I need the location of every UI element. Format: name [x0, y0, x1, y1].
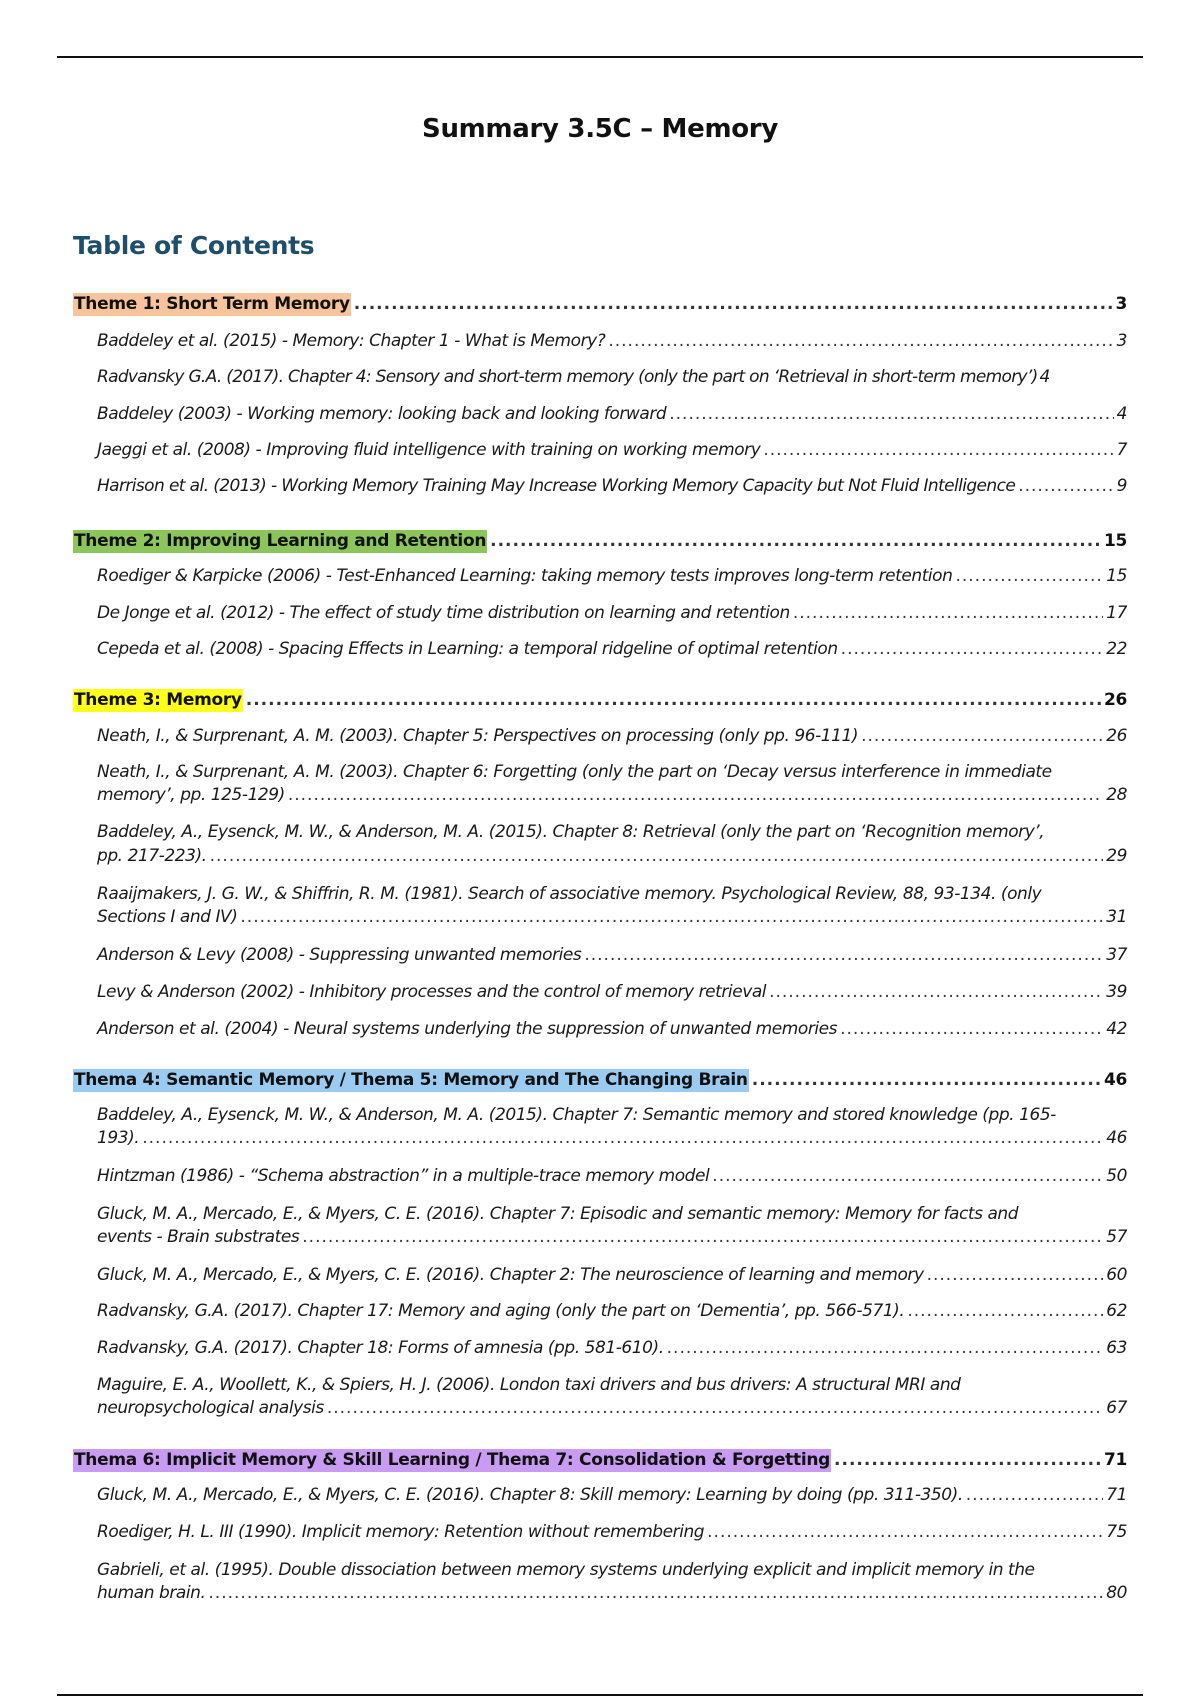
entry-label: Roediger, H. L. III (1990). Implicit memory: Retention without remembering — [97, 1522, 705, 1542]
page-number: 31 — [1106, 907, 1127, 927]
entry-label: Neath, I., & Surprenant, A. M. (2003). Chapter 6: Forgetting (only the part on ‘Decay versus interference in immediate — [97, 762, 1052, 782]
entry-label: Gluck, M. A., Mercado, E., & Myers, C. E. (2016). Chapter 2: The neuroscience of learning and memory — [97, 1265, 924, 1285]
leader-dots — [142, 1128, 1103, 1148]
leader-dots — [210, 846, 1104, 866]
toc-entry[interactable] — [97, 822, 1127, 866]
entry-label: Radvansky, G.A. (2017). Chapter 17: Memory and aging (only the part on ‘Dementia’, pp. 566-571). — [97, 1301, 905, 1321]
leader-dots — [966, 1485, 1103, 1505]
page-number: 28 — [1106, 785, 1127, 805]
page-number: 7 — [1116, 440, 1127, 460]
leader-dots — [752, 1070, 1101, 1090]
toc-entry[interactable] — [97, 639, 1127, 659]
page-number: 57 — [1106, 1227, 1127, 1247]
page-number: 3 — [1116, 331, 1127, 351]
entry-label: Levy & Anderson (2002) - Inhibitory processes and the control of memory retrieval — [97, 982, 767, 1002]
page-number: 42 — [1106, 1019, 1127, 1039]
entry-label: Raaijmakers, J. G. W., & Shiffrin, R. M. (1981). Search of associative memory. Psychological Review, 88, 93-134. (only — [97, 884, 1042, 904]
page-number: 75 — [1106, 1522, 1127, 1542]
leader-dots — [354, 294, 1113, 314]
toc-entry[interactable] — [97, 945, 1127, 965]
page-number: 71 — [1106, 1485, 1127, 1505]
toc-entry[interactable] — [97, 884, 1127, 927]
theme-label: Thema 6: Implicit Memory & Skill Learning / Thema 7: Consolidation & Forgetting — [74, 1450, 831, 1470]
page-number: 15 — [1103, 531, 1127, 551]
leader-dots — [841, 639, 1104, 659]
entry-label: human brain. — [97, 1583, 206, 1603]
page-number: 71 — [1103, 1450, 1127, 1470]
page-number: 39 — [1106, 982, 1127, 1002]
leader-dots — [584, 945, 1103, 965]
entry-label: Baddeley, A., Eysenck, M. W., & Anderson, M. A. (2015). Chapter 8: Retrieval (only the part on ‘Recognition memory’, — [97, 822, 1045, 842]
toc-entry[interactable] — [97, 603, 1127, 623]
toc-entry[interactable] — [97, 440, 1127, 460]
page-number: 67 — [1106, 1398, 1127, 1418]
entry-label: events - Brain substrates — [97, 1227, 300, 1247]
page-number: 60 — [1106, 1265, 1127, 1285]
leader-dots — [793, 603, 1103, 623]
toc-entry[interactable] — [97, 1265, 1127, 1285]
toc-entry[interactable] — [97, 1105, 1127, 1148]
toc-entry[interactable] — [97, 331, 1127, 351]
leader-dots — [712, 1166, 1103, 1186]
leader-dots — [302, 1227, 1103, 1247]
page-number: 17 — [1106, 603, 1127, 623]
entry-label: Jaeggi et al. (2008) - Improving fluid intelligence with training on working memory — [97, 440, 761, 460]
leader-dots — [490, 531, 1101, 551]
entry-label: De Jonge et al. (2012) - The effect of study time distribution on learning and retention — [97, 603, 790, 623]
entry-label: Radvansky, G.A. (2017). Chapter 18: Forms of amnesia (pp. 581-610). — [97, 1338, 664, 1358]
theme-label: Theme 2: Improving Learning and Retention — [74, 531, 487, 551]
page-number: 37 — [1106, 945, 1127, 965]
toc-entry[interactable] — [97, 1560, 1127, 1603]
entry-label: Hintzman (1986) - “Schema abstraction” in a multiple-trace memory model — [97, 1166, 710, 1186]
entry-label: Radvansky G.A. (2017). Chapter 4: Sensory and short-term memory (only the part on ‘Retrieval in short-term memory’) — [97, 367, 1038, 387]
theme-label: Thema 4: Semantic Memory / Thema 5: Memory and The Changing Brain — [74, 1070, 748, 1090]
leader-dots — [707, 1522, 1103, 1542]
page-number: 3 — [1115, 294, 1127, 314]
leader-dots — [769, 982, 1103, 1002]
toc-entry[interactable] — [97, 762, 1127, 805]
entry-label: Sections I and IV) — [97, 907, 238, 927]
entry-label: Anderson & Levy (2008) - Suppressing unwanted memories — [97, 945, 582, 965]
toc-entry[interactable] — [97, 1338, 1127, 1358]
top-rule — [57, 56, 1143, 58]
entry-label: Maguire, E. A., Woollett, K., & Spiers, H. J. (2006). London taxi drivers and bus drivers: A structural MRI and — [97, 1375, 961, 1395]
leader-dots — [834, 1450, 1101, 1470]
entry-label: Baddeley et al. (2015) - Memory: Chapter 1 - What is Memory? — [97, 331, 606, 351]
toc-entry[interactable] — [97, 1522, 1127, 1542]
leader-dots — [288, 785, 1103, 805]
entry-label: Baddeley (2003) - Working memory: looking back and looking forward — [97, 404, 667, 424]
toc-entry[interactable] — [97, 367, 1127, 387]
leader-dots — [246, 690, 1101, 710]
toc-entry[interactable] — [97, 1166, 1127, 1186]
leader-dots — [608, 331, 1113, 351]
toc-entry[interactable] — [97, 726, 1127, 746]
page-number: 46 — [1106, 1128, 1127, 1148]
document-title: Summary 3.5C – Memory — [422, 114, 778, 144]
toc-entry[interactable] — [97, 1301, 1127, 1321]
entry-label: Cepeda et al. (2008) - Spacing Effects in Learning: a temporal ridgeline of optimal retention — [97, 639, 838, 659]
toc-theme-1[interactable] — [73, 293, 1127, 316]
entry-label: pp. 217-223). — [97, 846, 207, 866]
toc-entry[interactable] — [97, 982, 1127, 1002]
toc-entry[interactable] — [97, 476, 1127, 496]
theme-label: Theme 1: Short Term Memory — [74, 294, 350, 314]
leader-dots — [1018, 476, 1113, 496]
leader-dots — [927, 1265, 1104, 1285]
page-number: 26 — [1103, 690, 1127, 710]
leader-dots — [763, 440, 1113, 460]
page-number: 46 — [1103, 1070, 1127, 1090]
page-number: 4 — [1116, 404, 1127, 424]
toc-heading: Table of Contents — [73, 231, 315, 260]
toc-entry[interactable] — [97, 404, 1127, 424]
toc-entry[interactable] — [97, 566, 1127, 586]
entry-label: Baddeley, A., Eysenck, M. W., & Anderson, M. A. (2015). Chapter 7: Semantic memory and stored knowledge (pp. 165- — [97, 1105, 1056, 1125]
toc-theme-4[interactable] — [73, 1069, 1127, 1092]
entry-label: Gluck, M. A., Mercado, E., & Myers, C. E. (2016). Chapter 7: Episodic and semantic memory: Memory for facts and — [97, 1204, 1019, 1224]
entry-label: Anderson et al. (2004) - Neural systems underlying the suppression of unwanted memories — [97, 1019, 838, 1039]
entry-label: Harrison et al. (2013) - Working Memory Training May Increase Working Memory Capacity but Not Fluid Intelligence — [97, 476, 1016, 496]
entry-label: neuropsychological analysis — [97, 1398, 324, 1418]
entry-label: Gabrieli, et al. (1995). Double dissociation between memory systems underlying explicit and implicit memory in the — [97, 1560, 1035, 1580]
leader-dots — [840, 1019, 1103, 1039]
page-number: 15 — [1106, 566, 1127, 586]
toc-theme-2[interactable] — [73, 530, 1127, 553]
page-number: 26 — [1106, 726, 1127, 746]
entry-label: Neath, I., & Surprenant, A. M. (2003). Chapter 5: Perspectives on processing (only pp. 96-111) — [97, 726, 859, 746]
leader-dots — [669, 404, 1113, 424]
entry-label: memory’, pp. 125-129) — [97, 785, 285, 805]
page-number: 50 — [1106, 1166, 1127, 1186]
page-number: 29 — [1106, 846, 1127, 866]
bottom-rule — [57, 1694, 1143, 1696]
theme-label: Theme 3: Memory — [74, 690, 242, 710]
leader-dots — [907, 1301, 1103, 1321]
toc-entry[interactable] — [97, 1204, 1127, 1247]
page-number: 9 — [1116, 476, 1127, 496]
entry-label: 193). — [97, 1128, 140, 1148]
leader-dots — [240, 907, 1103, 927]
toc-entry[interactable] — [97, 1485, 1127, 1505]
page-number: 22 — [1106, 639, 1127, 659]
page-number: 63 — [1106, 1338, 1127, 1358]
toc-theme-6[interactable] — [73, 1449, 1127, 1472]
toc-theme-3[interactable] — [73, 689, 1127, 712]
entry-label: Roediger & Karpicke (2006) - Test-Enhanced Learning: taking memory tests improves long-term retention — [97, 566, 953, 586]
leader-dots — [667, 1338, 1104, 1358]
leader-dots — [327, 1398, 1103, 1418]
toc-entry[interactable] — [97, 1019, 1127, 1039]
page-number: 4 — [1039, 367, 1050, 387]
entry-label: Gluck, M. A., Mercado, E., & Myers, C. E. (2016). Chapter 8: Skill memory: Learning by doing (pp. 311-350). — [97, 1485, 963, 1505]
leader-dots — [955, 566, 1103, 586]
toc-entry[interactable] — [97, 1375, 1127, 1418]
page-number: 80 — [1106, 1583, 1127, 1603]
leader-dots — [208, 1583, 1103, 1603]
page-number: 62 — [1106, 1301, 1127, 1321]
leader-dots — [861, 726, 1103, 746]
